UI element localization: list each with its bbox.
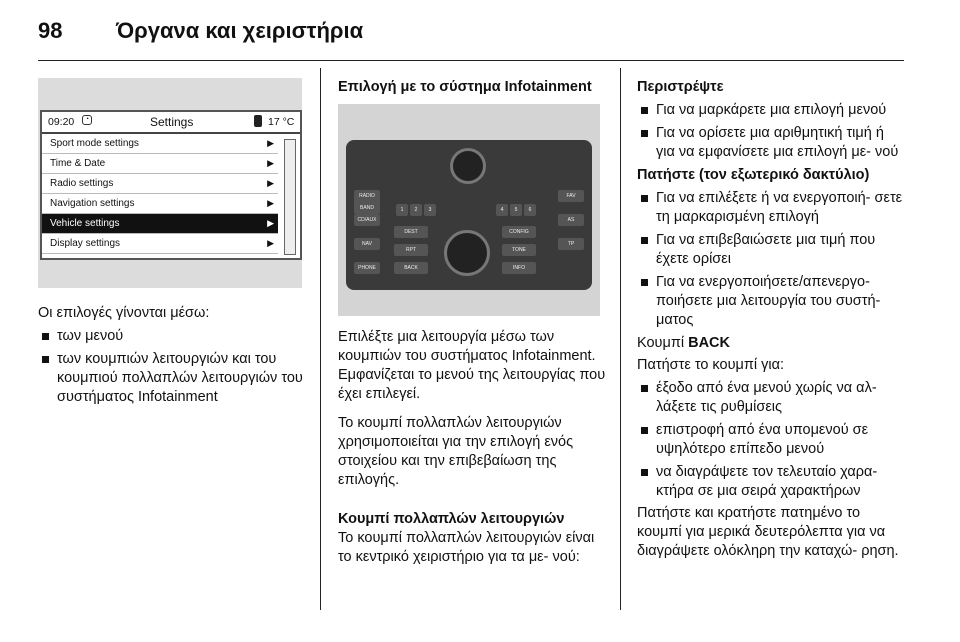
column-divider	[320, 68, 321, 610]
chevron-right-icon: ▶	[267, 178, 274, 188]
preset-button: 5	[510, 204, 522, 216]
paragraph: Πατήστε και κρατήστε πατημένο το κουμπί για μερικά δευτερόλεπτα για να διαγράψετε ολόκληρη την καταχώ- ρηση.	[637, 505, 899, 559]
chevron-right-icon: ▶	[267, 158, 274, 168]
paragraph: Το κουμπί πολλαπλών λειτουργιών είναι το κεντρικό χειριστήριο για τα με- νού:	[338, 530, 595, 565]
settings-menu-list	[42, 134, 300, 254]
list-item: να διαγράψετε τον τελευταίο χαρα- κτήρα σε μια σειρά χαρακτήρων	[637, 463, 905, 501]
chevron-right-icon: ▶	[267, 138, 274, 148]
power-volume-knob	[450, 148, 486, 184]
settings-menu-item	[42, 134, 278, 154]
settings-menu-item-label: Navigation settings	[50, 198, 135, 209]
list-item: Για να ενεργοποιήσετε/απενεργο- ποιήσετε μια λειτουργία του συστή- ματος	[637, 273, 905, 330]
list-item: έξοδο από ένα μενού χωρίς να αλ- λάξετε τις ρυθμίσεις	[637, 379, 905, 417]
panel-button: FAV	[558, 190, 584, 202]
clock-icon: ◔	[82, 115, 92, 125]
chevron-right-icon: ▶	[267, 218, 274, 228]
section-heading: Επιλογή με το σύστημα Infotainment	[338, 79, 592, 95]
back-prefix: Κουμπί	[637, 335, 689, 351]
list-item: Για να επιλέξετε ή να ενεργοποιή- σετε τη μαρκαρισμένη επιλογή	[637, 189, 905, 227]
preset-button: 6	[524, 204, 536, 216]
settings-menu-item-label: Radio settings	[50, 178, 114, 189]
column-2	[338, 328, 608, 567]
list-item: των κουμπιών λειτουργιών και του κουμπιού πολλαπλών λειτουργιών του συστήματος Infotainment	[38, 350, 306, 407]
subheading: Πατήστε (τον εξωτερικό δακτύλιο)	[637, 167, 870, 183]
settings-menu-item	[42, 174, 278, 194]
list-item: Για να ορίσετε μια αριθμητική τιμή ή για να εμφανίσετε μια επιλογή με- νού	[637, 124, 905, 162]
page-title: Όργανα και χειριστήρια	[116, 18, 364, 43]
chevron-right-icon: ▶	[267, 198, 274, 208]
panel-button: CD/AUX	[354, 214, 380, 226]
settings-menu-item	[42, 234, 278, 254]
subheading: Κουμπί πολλαπλών λειτουργιών	[338, 511, 565, 527]
panel-button: RPT	[394, 244, 428, 256]
settings-menu-item	[42, 194, 278, 214]
intro-text: Οι επιλογές γίνονται μέσω:	[38, 305, 210, 321]
list-item: των μενού	[38, 327, 306, 346]
panel-button: PHONE	[354, 262, 380, 274]
back-button-heading	[637, 334, 905, 353]
settings-menu-item-label: Time & Date	[50, 158, 106, 169]
column-3	[637, 78, 905, 561]
list-item: Για να μαρκάρετε μια επιλογή μενού	[637, 101, 905, 120]
settings-menu-item-label: Vehicle settings	[50, 218, 120, 229]
settings-menu-item	[42, 154, 278, 174]
column-divider	[620, 68, 621, 610]
column-2-heading	[338, 78, 606, 97]
header-divider	[38, 60, 904, 61]
scrollbar	[284, 139, 296, 255]
screen-title: Settings	[150, 115, 194, 129]
paragraph: Το κουμπί πολλαπλών λειτουργιών χρησιμοποιείται για την επιλογή ενός στοιχείου και την επιβεβαίωση της επιλογής.	[338, 415, 574, 488]
panel-button: RADIO BAND	[354, 190, 380, 214]
panel-button: AS	[558, 214, 584, 226]
chevron-right-icon: ▶	[267, 238, 274, 248]
screen-temperature: 17 °C	[268, 116, 295, 128]
paragraph: Πατήστε το κουμπί για:	[637, 357, 784, 373]
screen-time: 09:20	[48, 116, 75, 128]
preset-button: 2	[410, 204, 422, 216]
column-1	[38, 304, 306, 407]
multifunction-knob	[444, 230, 490, 276]
settings-menu-item-label: Sport mode settings	[50, 138, 139, 149]
settings-menu-item	[42, 214, 278, 234]
panel-button: TONE	[502, 244, 536, 256]
panel-button: DEST	[394, 226, 428, 238]
preset-button: 4	[496, 204, 508, 216]
back-label: BACK	[688, 335, 730, 351]
panel-button: INFO	[502, 262, 536, 274]
settings-menu-item-label: Display settings	[50, 238, 121, 249]
subheading: Περιστρέψτε	[637, 79, 724, 95]
paragraph: Επιλέξτε μια λειτουργία μέσω των κουμπιών του συστήματος Infotainment. Εμφανίζεται το μενού της λειτουργίας που έχει επιλεγεί.	[338, 329, 606, 402]
page-header	[38, 18, 904, 58]
settings-screen-image	[40, 110, 302, 260]
panel-button: NAV	[354, 238, 380, 250]
page-number: 98	[38, 18, 63, 43]
panel-button: CONFIG	[502, 226, 536, 238]
screen-status-bar	[42, 112, 300, 134]
infotainment-control-panel-image	[346, 140, 592, 290]
list-item: Για να επιβεβαιώσετε μια τιμή που έχετε ορίσει	[637, 231, 905, 269]
panel-button: BACK	[394, 262, 428, 274]
phone-icon	[254, 115, 262, 127]
list-item: επιστροφή από ένα υπομενού σε υψηλότερο επίπεδο μενού	[637, 421, 905, 459]
preset-button: 1	[396, 204, 408, 216]
panel-button: TP	[558, 238, 584, 250]
preset-button: 3	[424, 204, 436, 216]
